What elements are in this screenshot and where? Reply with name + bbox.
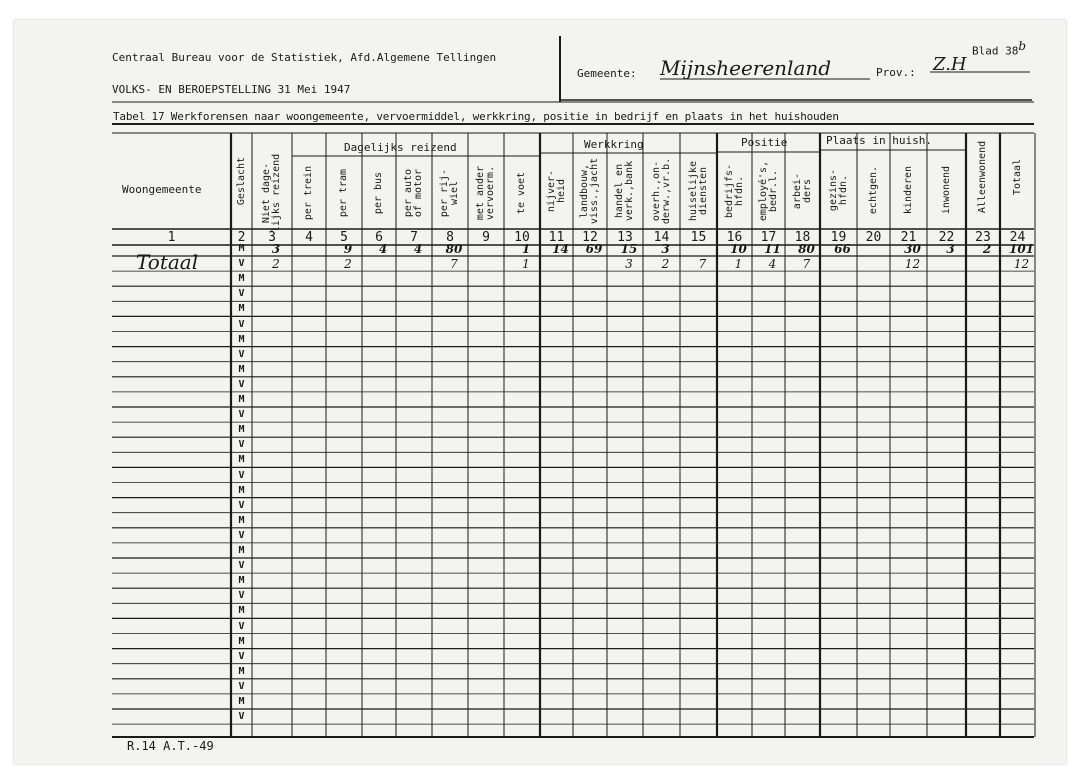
col-number: 6 <box>375 230 383 245</box>
totaal-M-value: 1 <box>521 242 531 256</box>
totaal-V-value: 3 <box>625 257 633 272</box>
sex-label: M <box>238 243 245 254</box>
col-number: 4 <box>305 230 313 245</box>
sex-label: M <box>238 575 245 587</box>
col-number: 20 <box>865 230 882 245</box>
prov-label: Prov.: <box>876 66 916 79</box>
col-header-15: huiselijke diensten <box>687 160 709 222</box>
totaal-M-value: 4 <box>378 242 388 256</box>
totaal-M-value: 2 <box>982 242 992 256</box>
col-number: 2 <box>237 230 246 245</box>
col-header-5: per tram <box>338 168 349 217</box>
col-header-17: employé's, bedr.l. <box>757 160 779 221</box>
sex-label: M <box>238 514 245 526</box>
col-number: 3 <box>268 230 276 245</box>
col-header-8: per rij- wiel <box>439 168 460 217</box>
totaal-V-value: 7 <box>802 257 811 272</box>
totaal-M-value: 3 <box>946 242 955 256</box>
sex-label: M <box>238 394 245 405</box>
totaal-V-value: 12 <box>1013 257 1030 272</box>
totaal-V-value: 7 <box>450 257 458 272</box>
col-number: 5 <box>340 230 348 245</box>
totaal-V-value: 2 <box>272 257 280 272</box>
sex-label: M <box>238 303 245 315</box>
col-header-19: gezins- hfdn. <box>827 168 849 211</box>
totaal-M-value: 15 <box>620 242 638 256</box>
group-plaats: Plaats in huish. <box>826 134 932 147</box>
sex-label: M <box>238 333 245 345</box>
sex-label: M <box>238 605 245 617</box>
totaal-M-value: 69 <box>585 242 603 256</box>
sex-label: M <box>238 363 245 375</box>
col-header-6: per bus <box>373 171 384 214</box>
col-number: 24 <box>1009 230 1026 245</box>
totaal-M-value: 3 <box>271 242 281 256</box>
sex-label: V <box>238 680 245 692</box>
totaal-M-value: 80 <box>445 242 463 256</box>
totaal-V-value: 1 <box>522 257 530 272</box>
sex-label: V <box>238 529 245 541</box>
sex-label: V <box>238 560 245 572</box>
totaal-M-value: 101 <box>1008 242 1035 256</box>
totaal-M-value: 80 <box>798 242 815 256</box>
col-number: 14 <box>653 230 670 245</box>
blad-label: Blad 38$^b$ <box>972 39 1027 58</box>
sex-label: V <box>238 258 245 270</box>
sex-label: M <box>238 545 245 556</box>
col-number: 8 <box>446 230 454 245</box>
totaal-M-value: 14 <box>552 242 569 256</box>
col-number: 13 <box>617 230 633 245</box>
sex-label: M <box>238 635 245 647</box>
col-number: 16 <box>726 230 743 245</box>
col-number: 18 <box>794 230 811 245</box>
col-header-21: kinderen <box>902 165 914 214</box>
col-header-13: handel en verk.,bank <box>614 160 635 222</box>
group-positie: Positie <box>741 136 788 149</box>
sex-label: V <box>238 650 245 662</box>
col-header-woongemeente: Woongemeente <box>122 183 202 196</box>
totaal-M-value: 3 <box>661 242 670 256</box>
census-line: VOLKS- EN BEROEPSTELLING 31 Mei 1947 <box>112 83 351 96</box>
col-number: 23 <box>975 230 991 245</box>
col-header-23: Alleenwonend <box>977 140 988 213</box>
col-header-3: Niet dage- lijks reizend <box>261 153 282 232</box>
prov-value: Z.H <box>933 54 967 75</box>
sex-label: V <box>238 590 245 602</box>
sex-label: V <box>238 348 245 360</box>
col-header-2: Geslacht <box>235 156 247 206</box>
sex-label: V <box>238 409 245 421</box>
col-header-14: overh.,on- derw.,vr.b. <box>650 157 672 225</box>
col-number: 12 <box>582 230 598 245</box>
col-header-16: bedrijfs- hfdn. <box>723 163 745 218</box>
totaal-V-value: 2 <box>661 257 670 272</box>
totaal-V-value: 4 <box>768 257 777 272</box>
totaal-M-value: 9 <box>343 242 353 256</box>
col-header-24: Totaal <box>1011 158 1023 195</box>
col-number: 22 <box>938 230 955 245</box>
col-header-7: per auto of motor <box>403 168 424 217</box>
sex-label: V <box>238 288 245 300</box>
col-header-22: inwonend <box>940 165 952 214</box>
gemeente-value: Mijnsheerenland <box>660 56 832 80</box>
totaal-M-value: 4 <box>413 242 423 256</box>
col-header-12: landbouw, viss.,jacht <box>579 157 600 225</box>
col-header-9: met ander vervoerm. <box>475 165 496 220</box>
totaal-V-value: 12 <box>904 257 921 272</box>
col-number: 11 <box>548 230 565 245</box>
group-werkkring: Werkkring <box>584 138 644 151</box>
col-header-4: per trein <box>303 165 314 220</box>
sex-label: V <box>238 620 245 632</box>
sex-label: M <box>238 424 245 436</box>
col-number: 9 <box>482 230 490 245</box>
group-dagelijks: Dagelijks reizend <box>344 141 457 154</box>
gemeente-label: Gemeente: <box>577 67 637 80</box>
col-header-10: te voet <box>516 171 527 214</box>
col-number: 21 <box>900 230 917 245</box>
col-header-18: arbei- ders <box>791 172 813 209</box>
totaal-label: Totaal <box>136 250 199 274</box>
totaal-M-value: 11 <box>764 242 781 256</box>
sex-label: V <box>238 439 245 451</box>
col-number: 19 <box>830 230 847 245</box>
sex-label: M <box>238 273 245 285</box>
sex-label: V <box>238 378 245 390</box>
totaal-M-value: 66 <box>834 242 851 256</box>
form-code: R.14 A.T.-49 <box>127 739 214 753</box>
sex-label: M <box>238 696 245 707</box>
table-title: Tabel 17 Werkforensen naar woongemeente, vervoermiddel, werkkring, positie in bedrijf en plaats in het huishouden <box>113 110 839 123</box>
totaal-M-value: 30 <box>904 242 921 256</box>
sex-label: V <box>238 499 245 511</box>
sex-label: M <box>238 484 245 496</box>
sex-label: M <box>238 665 245 677</box>
bureau-line: Centraal Bureau voor de Statistiek, Afd.Algemene Tellingen <box>112 51 497 64</box>
totaal-V-value: 2 <box>344 257 352 272</box>
totaal-V-value: 7 <box>698 257 707 272</box>
col-number: 10 <box>514 230 530 245</box>
sex-label: V <box>238 469 245 481</box>
col-number: 7 <box>410 230 418 245</box>
totaal-V-value: 1 <box>734 257 743 272</box>
totaal-M-value: 10 <box>730 242 747 256</box>
col-number: 15 <box>690 230 707 245</box>
sex-label: V <box>238 711 245 723</box>
col-number: 17 <box>760 230 777 245</box>
sex-label: V <box>238 318 245 330</box>
sex-label: M <box>238 454 245 466</box>
col-number: 1 <box>167 230 176 245</box>
col-header-11: nijver- heid <box>545 169 567 213</box>
col-header-20: echtgen. <box>867 165 879 214</box>
